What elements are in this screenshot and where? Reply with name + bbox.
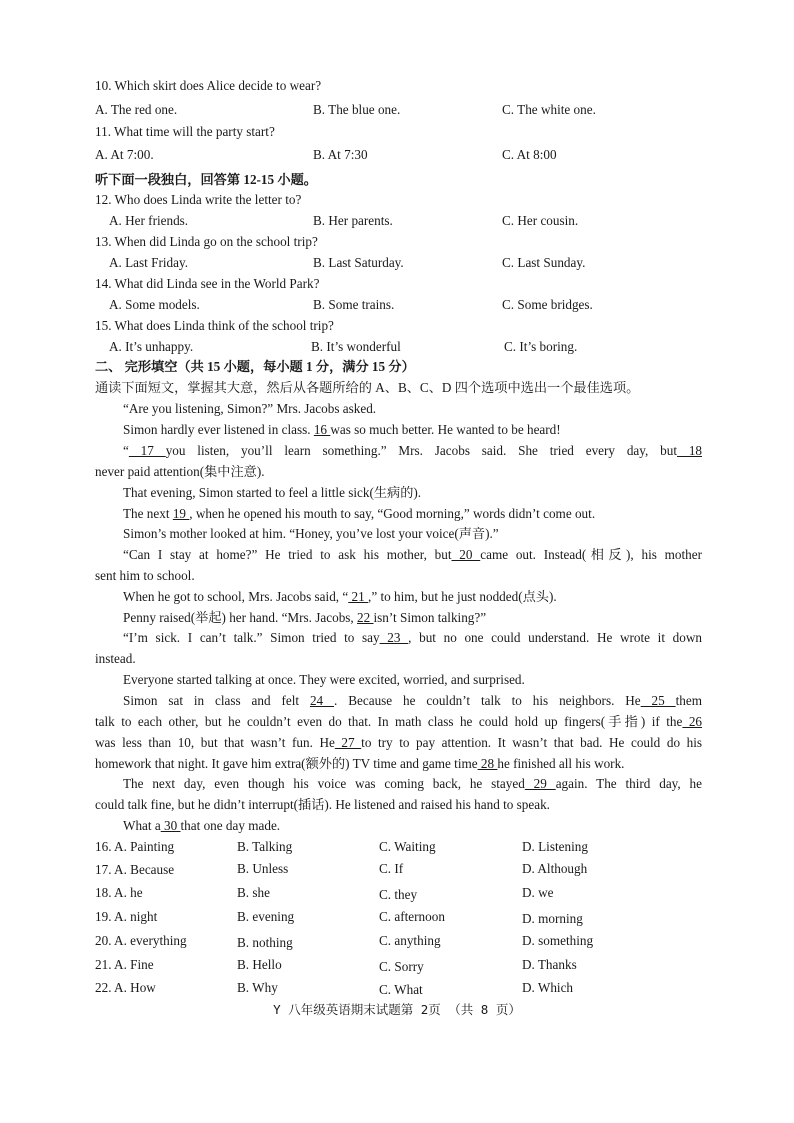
option-10-c: C. The white one. (502, 102, 596, 117)
passage-line: What a 30 that one day made. (123, 818, 281, 833)
option-13-c: C. Last Sunday. (502, 255, 586, 270)
passage-line: That evening, Simon started to feel a little sick(生病的). (123, 485, 422, 500)
question-15: 15. What does Linda think of the school trip? (95, 318, 334, 333)
option-15-a: A. It’s unhappy. (109, 339, 194, 354)
passage-line: “ 17 you listen, you’ll learn something.” Mrs. Jacobs said. She tried every day, but 18 (123, 443, 703, 458)
option-16-b: B. Talking (237, 839, 293, 854)
passage-line: was less than 10, but that wasn’t fun. He 27 to try to pay attention. It wasn’t that bad. He could do his (95, 735, 702, 750)
option-21-a: 21. A. Fine (95, 957, 154, 972)
option-22-d: D. Which (522, 980, 574, 995)
option-22-b: B. Why (237, 980, 278, 995)
blank-26: 26 (682, 714, 703, 729)
option-15-c: C. It’s boring. (504, 339, 578, 354)
passage-line: When he got to school, Mrs. Jacobs said, “ 21 ,” to him, but he just nodded(点头). (123, 589, 557, 604)
option-22-a: 22. A. How (95, 980, 156, 995)
option-19-d: D. morning (522, 911, 583, 926)
option-14-a: A. Some models. (109, 297, 200, 312)
option-21-c: C. Sorry (379, 959, 424, 974)
passage-line: Simon hardly ever listened in class. 16 was so much better. He wanted to be heard! (123, 422, 561, 437)
option-13-b: B. Last Saturday. (313, 255, 404, 270)
blank-23: 23 (379, 630, 409, 645)
option-20-d: D. something (522, 933, 594, 948)
option-12-b: B. Her parents. (313, 213, 393, 228)
blank-29: 29 (524, 776, 556, 791)
blank-27: 27 (334, 735, 362, 750)
blank-22: 22 (357, 610, 374, 625)
option-11-c: C. At 8:00 (502, 147, 557, 162)
option-17-d: D. Although (522, 861, 588, 876)
option-10-a: A. The red one. (95, 102, 178, 117)
passage-line: Everyone started talking at once. They were excited, worried, and surprised. (123, 672, 525, 687)
question-10: 10. Which skirt does Alice decide to wear? (95, 78, 322, 93)
passage-line: instead. (95, 651, 136, 666)
option-14-b: B. Some trains. (313, 297, 395, 312)
monologue-heading: 听下面一段独白，回答第 12-15 小题。 (95, 172, 317, 187)
passage-line: could talk fine, but he didn’t interrupt(插话). He listened and raised his hand to speak. (95, 797, 550, 812)
passage-line: never paid attention(集中注意). (95, 464, 265, 479)
option-19-b: B. evening (237, 909, 295, 924)
option-15-b: B. It’s wonderful (311, 339, 401, 354)
blank-30: 30 (160, 818, 181, 833)
option-16-a: 16. A. Painting (95, 839, 175, 854)
option-14-c: C. Some bridges. (502, 297, 593, 312)
page-footer: Y 八年级英语期末试题第 2页 （共 8 页） (273, 1002, 521, 1017)
passage-line: “Can I stay at home?” He tried to ask his mother, but 20 came out. Instead(相反), his mother (123, 547, 702, 562)
option-21-d: D. Thanks (522, 957, 577, 972)
blank-19: 19 (172, 506, 190, 521)
passage-line: homework that night. It gave him extra(额外的) TV time and game time 28 he finished all his work. (95, 756, 625, 771)
option-20-a: 20. A. everything (95, 933, 187, 948)
option-17-b: B. Unless (237, 861, 289, 876)
blank-28: 28 (477, 756, 498, 771)
option-12-a: A. Her friends. (109, 213, 189, 228)
question-12: 12. Who does Linda write the letter to? (95, 192, 302, 207)
option-18-d: D. we (522, 885, 554, 900)
blank-20: 20 (451, 547, 481, 562)
option-21-b: B. Hello (237, 957, 282, 972)
question-11: 11. What time will the party start? (95, 124, 275, 139)
option-12-c: C. Her cousin. (502, 213, 579, 228)
option-19-a: 19. A. night (95, 909, 158, 924)
option-20-b: B. nothing (237, 935, 293, 950)
option-11-a: A. At 7:00. (95, 147, 154, 162)
option-19-c: C. afternoon (379, 909, 445, 924)
option-11-b: B. At 7:30 (313, 147, 368, 162)
option-17-c: C. If (379, 861, 404, 876)
passage-line: The next 19 , when he opened his mouth to say, “Good morning,” words didn’t come out. (123, 506, 596, 521)
question-13: 13. When did Linda go on the school trip? (95, 234, 318, 249)
passage-line: talk to each other, but he couldn’t even do that. In math class he could hold up fingers(手指) if the 26 (95, 714, 703, 729)
option-16-c: C. Waiting (379, 839, 436, 854)
option-18-b: B. she (237, 885, 270, 900)
passage-line: Penny raised(举起) her hand. “Mrs. Jacobs, 22 isn’t Simon talking?” (123, 610, 487, 625)
option-16-d: D. Listening (522, 839, 588, 854)
option-20-c: C. anything (379, 933, 441, 948)
option-10-b: B. The blue one. (313, 102, 401, 117)
blank-25: 25 (640, 693, 676, 708)
section2-instruction: 通读下面短文，掌握其大意，然后从各题所给的 A、B、C、D 四个选项中选出一个最佳选项。 (95, 380, 640, 395)
passage-line: Simon sat in class and felt 24 . Because he couldn’t talk to his neighbors. He 25 them (123, 693, 702, 708)
blank-24: 24 (309, 693, 335, 708)
blank-17: 17 (128, 443, 166, 458)
section2-heading: 二、 完形填空（共 15 小题，每小题 1 分，满分 15 分） (95, 359, 415, 374)
question-14: 14. What did Linda see in the World Park? (95, 276, 320, 291)
passage-line: “Are you listening, Simon?” Mrs. Jacobs asked. (123, 401, 377, 416)
option-22-c: C. What (379, 982, 423, 997)
option-18-a: 18. A. he (95, 885, 143, 900)
passage-line: The next day, even though his voice was coming back, he stayed 29 again. The third day, he (123, 776, 703, 791)
option-17-a: 17. A. Because (95, 862, 175, 877)
option-18-c: C. they (379, 887, 418, 902)
passage-line: “I’m sick. I can’t talk.” Simon tried to say 23 , but no one could understand. He wrote it down (123, 630, 702, 645)
passage-line: Simon’s mother looked at him. “Honey, you’ve lost your voice(声音).” (123, 526, 499, 541)
option-13-a: A. Last Friday. (109, 255, 188, 270)
blank-18: 18 (677, 443, 703, 458)
passage-line: sent him to school. (95, 568, 195, 583)
blank-16: 16 (313, 422, 331, 437)
blank-21: 21 (348, 589, 369, 604)
